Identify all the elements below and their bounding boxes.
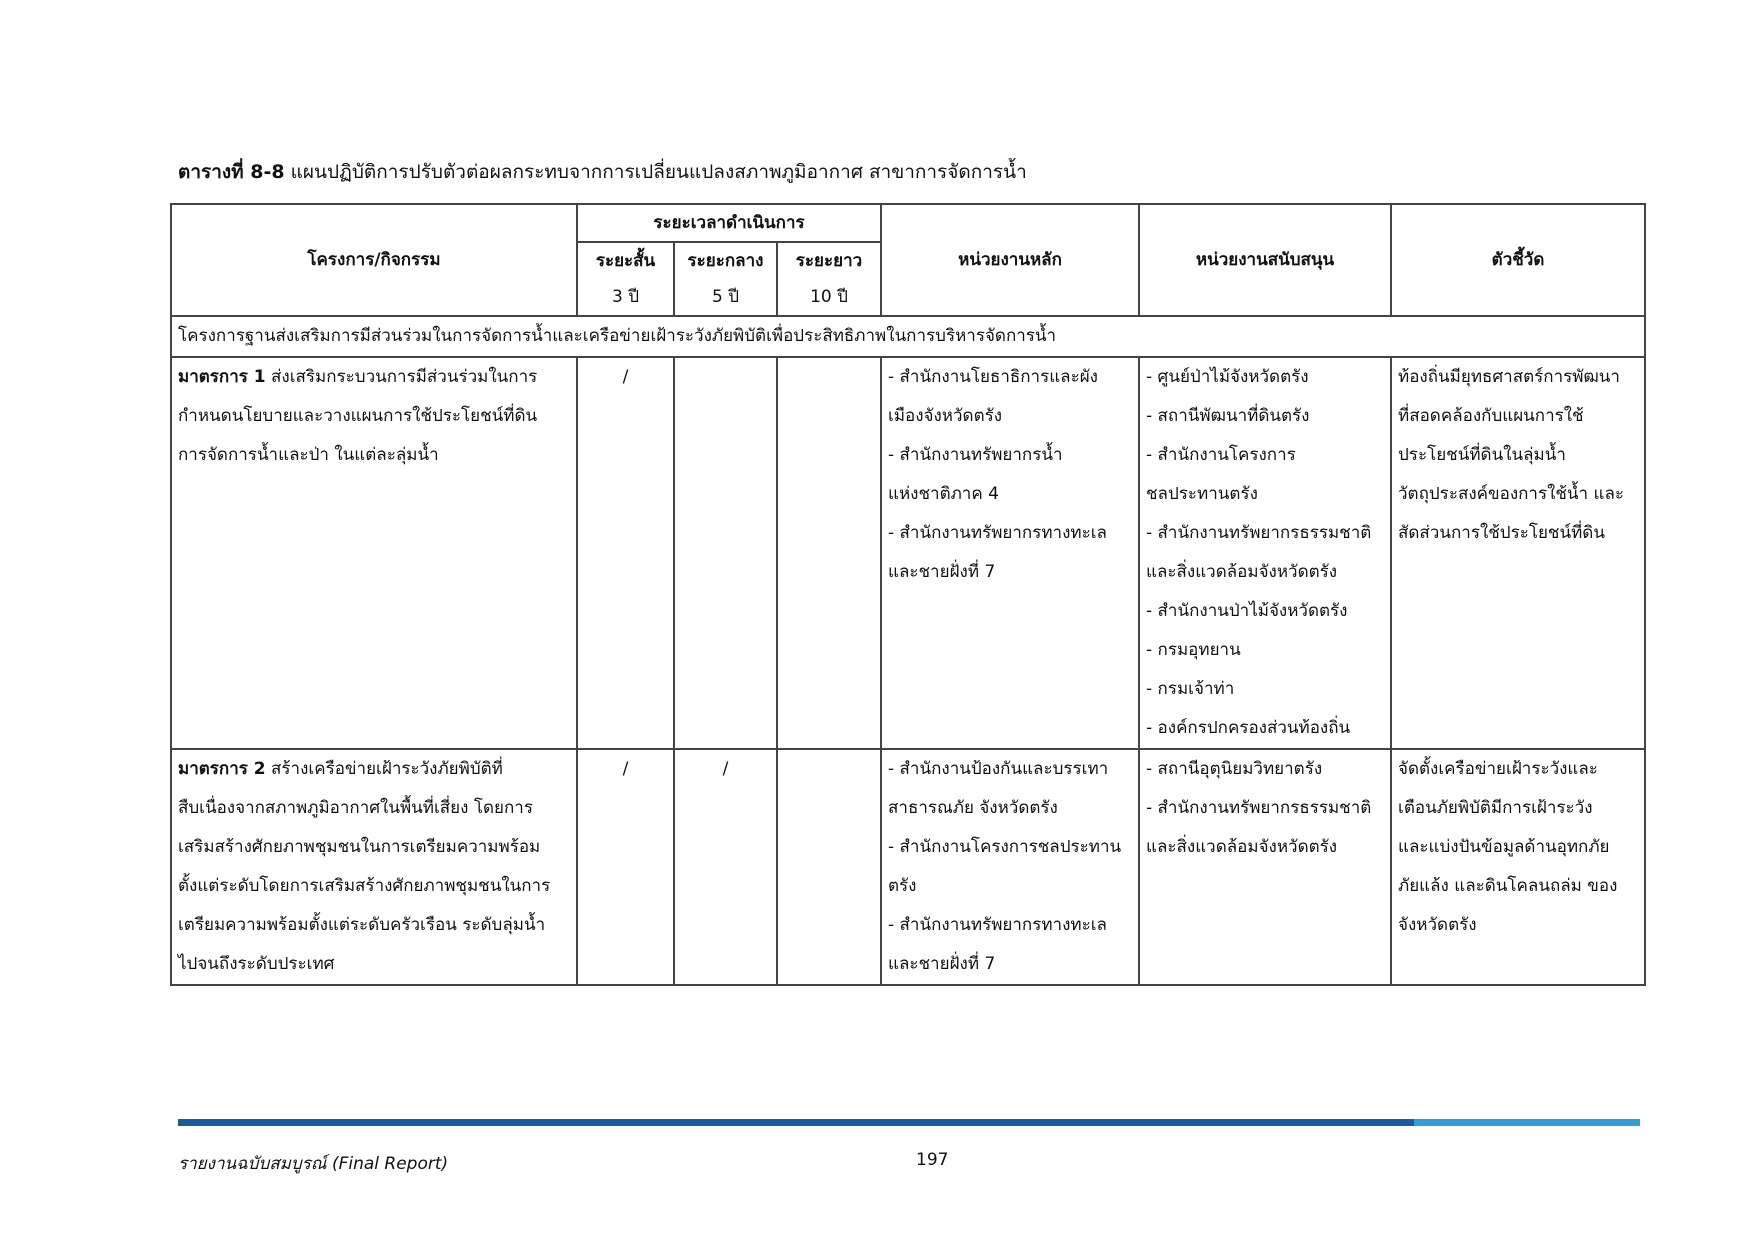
support-agency-line: - สำนักงานทรัพยากรธรรมชาติ (1146, 798, 1372, 818)
footer-rule (178, 1119, 1640, 1126)
header-timeframe: ระยะเวลาดำเนินการ (577, 204, 881, 242)
measure-2-desc-line: สืบเนื่องจากสภาพภูมิอากาศในพื้นที่เสี่ยง โดยการ (178, 798, 533, 818)
indicator-line: จัดตั้งเครือข่ายเฝ้าระวังและ (1398, 759, 1598, 779)
header-long: ระยะยาว (777, 242, 881, 279)
support-agency-line: - องค์กรปกครองส่วนท้องถิ่น (1146, 718, 1351, 738)
caption-label: ตารางที่ 8-8 (178, 161, 285, 183)
header-medium-years: 5 ปี (674, 279, 777, 316)
indicator-line: ที่สอดคล้องกับแผนการใช้ (1398, 406, 1584, 426)
measure-2-long (777, 749, 881, 985)
indicator-line: ท้องถิ่นมียุทธศาสตร์การพัฒนา (1398, 367, 1620, 387)
measure-1-desc-line: ส่งเสริมกระบวนการมีส่วนร่วมในการ (271, 367, 538, 387)
footer-report-title: รายงานฉบับสมบูรณ์ (Final Report) (178, 1154, 449, 1174)
main-agency-line: - สำนักงานทรัพยากรทางทะเล (888, 915, 1107, 935)
measure-2-support-agency (1139, 749, 1391, 985)
main-agency-line: สาธารณภัย จังหวัดตรัง (888, 798, 1058, 818)
caption-text: แผนปฏิบัติการปรับตัวต่อผลกระทบจากการเปลี่ยนแปลงสภาพภูมิอากาศ สาขาการจัดการน้ำ (290, 161, 1027, 183)
support-agency-line: - สำนักงานโครงการ (1146, 445, 1296, 465)
header-medium: ระยะกลาง (674, 242, 777, 279)
support-agency-line: และสิ่งแวดล้อมจังหวัดตรัง (1146, 562, 1338, 582)
measure-1-main-agency (881, 357, 1139, 749)
header-indicator: ตัวชี้วัด (1391, 204, 1645, 316)
main-agency-line: เมืองจังหวัดตรัง (888, 406, 1003, 426)
main-agency-line: - สำนักงานทรัพยากรทางทะเล (888, 523, 1107, 543)
main-agency-line: - สำนักงานโครงการชลประทาน (888, 837, 1122, 857)
measure-2-label: มาตรการ 2 (178, 759, 266, 779)
support-agency-line: - สำนักงานทรัพยากรธรรมชาติ (1146, 523, 1372, 543)
support-agency-line: - สถานีพัฒนาที่ดินตรัง (1146, 406, 1310, 426)
indicator-line: และแบ่งปันข้อมูลด้านอุทกภัย (1398, 837, 1610, 857)
header-main-agency: หน่วยงานหลัก (881, 204, 1139, 316)
indicator-line: เตือนภัยพิบัติมีการเฝ้าระวัง (1398, 798, 1593, 818)
measure-1-label: มาตรการ 1 (178, 367, 266, 387)
measure-1-indicator (1391, 357, 1645, 749)
action-plan-table (170, 203, 1646, 986)
support-agency-line: - กรมเจ้าท่า (1146, 679, 1235, 699)
measure-2-desc-line: สร้างเครือข่ายเฝ้าระวังภัยพิบัติที่ (271, 759, 503, 779)
main-agency-line: และชายฝั่งที่ 7 (888, 562, 996, 582)
project-row (171, 316, 1645, 357)
support-agency-line: - ศูนย์ป่าไม้จังหวัดตรัง (1146, 367, 1309, 387)
main-agency-line: และชายฝั่งที่ 7 (888, 954, 996, 974)
measure-2-main-agency (881, 749, 1139, 985)
measure-2-medium: / (674, 749, 777, 985)
main-agency-line: - สำนักงานโยธาธิการและผัง (888, 367, 1098, 387)
measure-1-support-agency (1139, 357, 1391, 749)
header-row-1 (171, 204, 1645, 242)
table-caption (178, 155, 1638, 189)
indicator-line: จังหวัดตรัง (1398, 915, 1477, 935)
measure-1-desc-line: กำหนดนโยบายและวางแผนการใช้ประโยชน์ที่ดิน (178, 406, 538, 426)
main-agency-line: - สำนักงานทรัพยากรน้ำ (888, 445, 1063, 465)
footer-rule-dark (178, 1119, 1414, 1126)
measure-2-short: / (577, 749, 674, 985)
measure-1-medium (674, 357, 777, 749)
header-long-years: 10 ปี (777, 279, 881, 316)
header-support-agency: หน่วยงานสนับสนุน (1139, 204, 1391, 316)
measure-2-indicator (1391, 749, 1645, 985)
measure-row-2 (171, 749, 1645, 985)
header-short-years: 3 ปี (577, 279, 674, 316)
support-agency-line: และสิ่งแวดล้อมจังหวัดตรัง (1146, 837, 1338, 857)
measure-1-description (171, 357, 577, 749)
main-agency-line: ตรัง (888, 876, 917, 896)
measure-2-desc-line: ไปจนถึงระดับประเทศ (178, 954, 335, 974)
indicator-line: สัดส่วนการใช้ประโยชน์ที่ดิน (1398, 523, 1605, 543)
support-agency-line: ชลประทานตรัง (1146, 484, 1258, 504)
header-short: ระยะสั้น (577, 242, 674, 279)
support-agency-line: - กรมอุทยาน (1146, 640, 1241, 660)
main-agency-line: - สำนักงานป้องกันและบรรเทา (888, 759, 1109, 779)
indicator-line: ภัยแล้ง และดินโคลนถล่ม ของ (1398, 876, 1618, 896)
measure-2-description (171, 749, 577, 985)
page-number: 197 (916, 1150, 949, 1170)
support-agency-line: - สถานีอุตุนิยมวิทยาตรัง (1146, 759, 1323, 779)
measure-2-desc-line: ตั้งแต่ระดับโดยการเสริมสร้างศักยภาพชุมชนในการ (178, 876, 551, 896)
indicator-line: ประโยชน์ที่ดินในลุ่มน้ำ (1398, 445, 1566, 465)
header-project: โครงการ/กิจกรรม (171, 204, 577, 316)
support-agency-line: - สำนักงานป่าไม้จังหวัดตรัง (1146, 601, 1348, 621)
project-title: โครงการฐานส่งเสริมการมีส่วนร่วมในการจัดการน้ำและเครือข่ายเฝ้าระวังภัยพิบัติเพื่อประสิทธิภาพในการบริหารจัดการน้ำ (171, 316, 1645, 357)
indicator-line: วัตถุประสงค์ของการใช้น้ำ และ (1398, 484, 1625, 504)
measure-row-1 (171, 357, 1645, 749)
measure-1-short: / (577, 357, 674, 749)
measure-2-desc-line: เสริมสร้างศักยภาพชุมชนในการเตรียมความพร้อม (178, 837, 541, 857)
footer-rule-light (1414, 1119, 1640, 1126)
measure-1-desc-line: การจัดการน้ำและป่า ในแต่ละลุ่มน้ำ (178, 445, 439, 465)
measure-2-desc-line: เตรียมความพร้อมตั้งแต่ระดับครัวเรือน ระดับลุ่มน้ำ (178, 915, 546, 935)
main-agency-line: แห่งชาติภาค 4 (888, 484, 999, 504)
measure-1-long (777, 357, 881, 749)
